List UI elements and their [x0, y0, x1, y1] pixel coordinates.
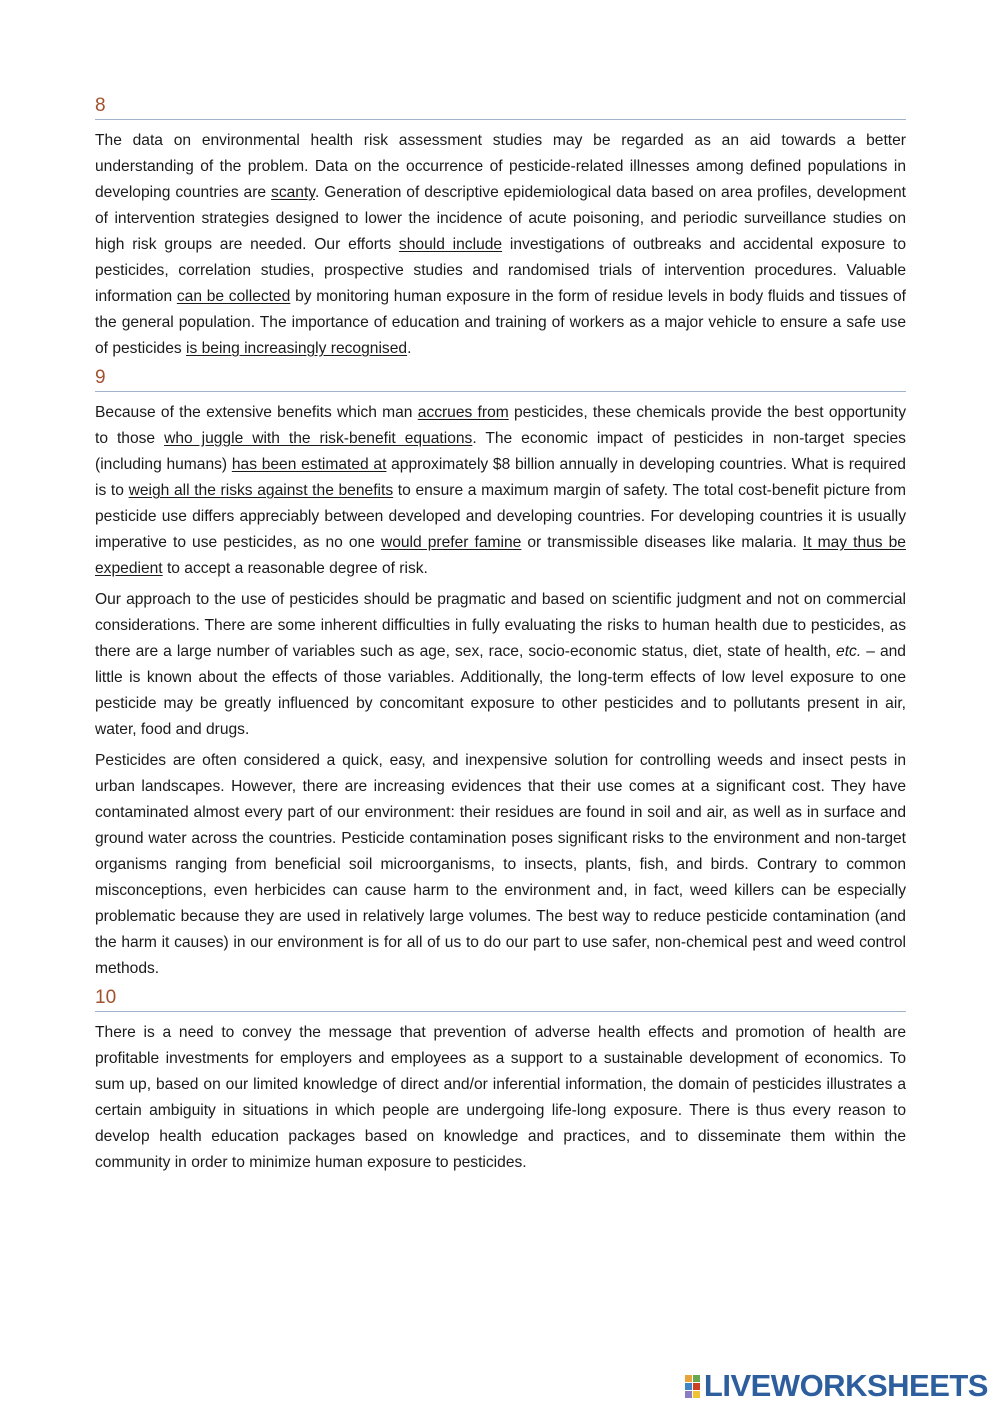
text-run: to ensure a maximum margin of safety. The total cost-benefit picture from pesticide use differs appreciably between developed and developing countries. For developing countries it is usually imperative to use pesticides, as no one — [95, 482, 906, 551]
text-run: . The economic impact of pesticides in non-target species (including humans) — [95, 430, 906, 473]
paragraph — [95, 128, 906, 362]
text-run: by monitoring human exposure in the form of residue levels in body fluids and tissues of the general population. The importance of education and training of workers as a major vehicle to ensure a safe use of pesticides — [95, 288, 906, 357]
underlined-phrase: scanty — [271, 184, 315, 201]
paragraph — [95, 400, 906, 582]
underlined-phrase: is being increasingly recognised — [186, 340, 408, 357]
section-number: 8 — [95, 95, 906, 120]
logo-block — [685, 1383, 692, 1390]
document-body — [95, 95, 906, 1181]
text-run: approximately $8 billion annually in developing countries. What is required is to — [95, 456, 906, 499]
paragraph — [95, 587, 906, 743]
underlined-phrase: weigh all the risks against the benefits — [128, 482, 394, 499]
paragraph — [95, 1020, 906, 1176]
text-run: pesticides, these chemicals provide the best opportunity to those — [95, 404, 906, 447]
logo-block — [685, 1391, 692, 1398]
text-run: Our approach to the use of pesticides should be pragmatic and based on scientific judgment and not on commercial considerations. There are some inherent difficulties in fully evaluating the risks to human health due to pesticides, as there are a large number of variables such as age, sex, race, socio-economic status, diet, state of health, — [95, 591, 906, 660]
logo-block — [693, 1375, 700, 1382]
underlined-phrase: has been estimated at — [231, 456, 387, 473]
text-run: . — [407, 340, 412, 357]
logo-text: LIVEWORKSHEETS — [703, 1368, 988, 1403]
underlined-phrase: It may thus be expedient — [95, 534, 906, 577]
logo-blocks-icon — [685, 1375, 700, 1398]
liveworksheets-logo[interactable] — [685, 1368, 988, 1404]
section-number: 10 — [95, 987, 906, 1012]
italic-phrase: etc. — [836, 643, 862, 660]
text-run: – and little is known about the effects of those variables. Additionally, the long-term effects of low level exposure to one pesticide may be greatly influenced by concomitant exposure to other pesticides and to pollutants present in air, water, food and drugs. — [95, 643, 906, 738]
logo-block — [685, 1375, 692, 1382]
underlined-phrase: would prefer famine — [380, 534, 522, 551]
underlined-phrase: should include — [398, 236, 503, 253]
text-run: . Generation of descriptive epidemiological data based on area profiles, development of intervention strategies designed to lower the incidence of acute poisoning, and periodic surveillance studies on high risk groups are needed. Our efforts — [95, 184, 907, 253]
text-run: investigations of outbreaks and accidental exposure to pesticides, correlation studies, prospective studies and randomised trials of intervention procedures. Valuable information — [95, 236, 907, 305]
logo-block — [693, 1383, 700, 1390]
text-run: There is a need to convey the message that prevention of adverse health effects and promotion of health are profitable investments for employers and employees as a support to a sustainable development of economics. To sum up, based on our limited knowledge of direct and/or inferential information, the domain of pesticides illustrates a certain ambiguity in situations in which people are undergoing life-long exposure. There is thus every reason to develop health education packages based on knowledge and practices, and to disseminate them within the community in order to minimize human exposure to pesticides. — [95, 1024, 906, 1171]
text-run: Pesticides are often considered a quick, easy, and inexpensive solution for controlling weeds and insect pests in urban landscapes. However, there are increasing evidences that their use comes at a significant cost. They have contaminated almost every part of our environment: their residues are found in soil and air, as well as in surface and ground water across the countries. Pesticide contamination poses significant risks to the environment and non-target organisms ranging from beneficial soil microorganisms, to insects, plants, fish, and birds. Contrary to common misconceptions, even herbicides can cause harm to the environment and, in fact, weed killers can be especially problematic because they are used in relatively large volumes. The best way to reduce pesticide contamination (and the harm it causes) in our environment is for all of us to do our part to use safer, non-chemical pest and weed control methods. — [95, 752, 906, 977]
section-number: 9 — [95, 367, 906, 392]
paragraph — [95, 748, 906, 982]
text-run: to accept a reasonable degree of risk. — [162, 560, 428, 577]
underlined-phrase: can be collected — [176, 288, 291, 305]
text-run: The data on environmental health risk assessment studies may be regarded as an aid towards a better understanding of the problem. Data on the occurrence of pesticide-related illnesses among defined populations in developing countries are — [95, 132, 906, 201]
text-run: or transmissible diseases like malaria. — [521, 534, 803, 551]
text-run: Because of the extensive benefits which man — [95, 404, 418, 421]
logo-block — [693, 1391, 700, 1398]
underlined-phrase: accrues from — [417, 404, 509, 421]
underlined-phrase: who juggle with the risk-benefit equations — [164, 430, 473, 447]
